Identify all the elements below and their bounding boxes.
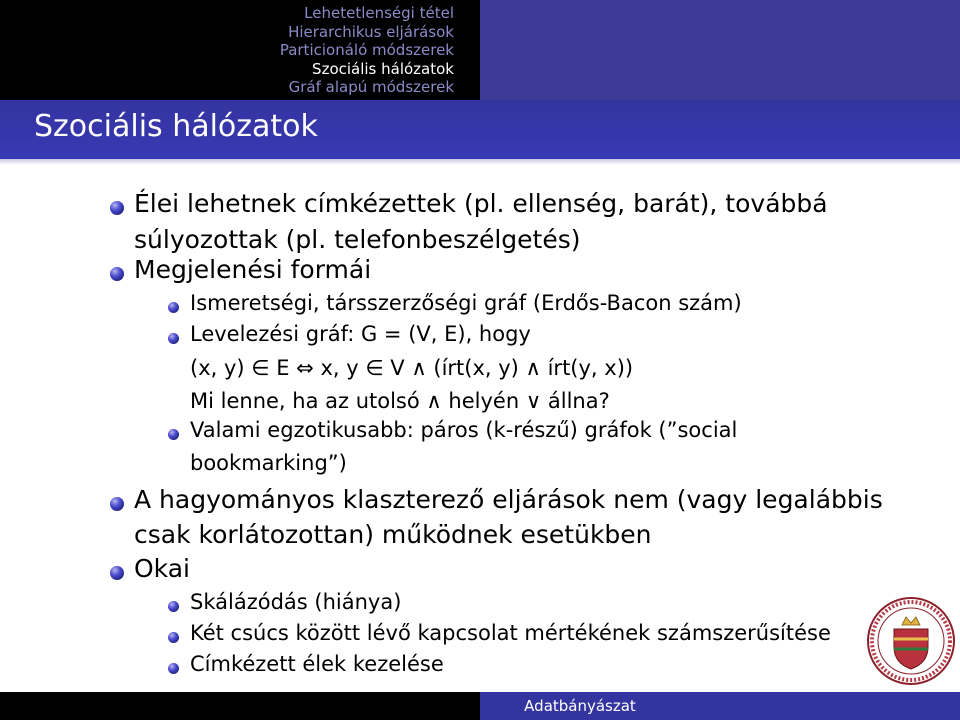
nav-item-hierarchikus-eljarasok[interactable]: Hierarchikus eljárások (288, 22, 454, 41)
sub-bullet-text: Levelezési gráf: G = (V, E), hogy (190, 322, 531, 346)
bullet-text-continued: súlyozottak (pl. telefonbeszélgetés) (134, 225, 581, 254)
sub-bullet-icon (168, 632, 179, 643)
header-right-panel (480, 0, 960, 100)
title-bar (0, 100, 960, 159)
sub-bullet-text: Skálázódás (hiánya) (190, 590, 402, 614)
formula-text: (x, y) ∈ E ⇔ x, y ∈ V ∧ (írt(x, y) ∧ írt(y, x)) (190, 356, 634, 380)
bullet-text: Megjelenési formái (134, 255, 372, 284)
question-text: Mi lenne, ha az utolsó ∧ helyén ∨ állna? (190, 389, 610, 413)
bullet-text: Élei lehetnek címkézettek (pl. ellenség, barát), továbbá (134, 189, 828, 218)
nav-item-particionalo-modszerek[interactable]: Particionáló módszerek (279, 41, 454, 59)
sub-bullet-icon (168, 429, 179, 440)
slide-title: Szociális hálózatok (34, 109, 318, 144)
university-seal-icon (866, 595, 956, 687)
header-bar (0, 0, 960, 100)
sub-bullet-text: Ismeretségi, társszerzőségi gráf (Erdős-Bacon szám) (190, 291, 742, 315)
bullet-icon (110, 566, 124, 580)
title-shadow (0, 159, 960, 165)
sub-bullet-icon (168, 333, 179, 344)
sub-bullet-text-continued: bookmarking”) (190, 451, 347, 475)
bullet-text: Okai (134, 554, 190, 583)
sub-bullet-icon (168, 663, 179, 674)
bullet-icon (110, 201, 124, 215)
sub-bullet-text: Két csúcs között lévő kapcsolat mértékének számszerűsítése (190, 621, 831, 645)
footer-bar (0, 692, 960, 720)
sub-bullet-text: Valami egzotikusabb: páros (k-részű) gráfok (”social (190, 418, 738, 442)
sub-bullet-icon (168, 302, 179, 313)
bullet-text-continued: csak korlátozottan) működnek esetükben (134, 520, 652, 549)
nav-item-graf-alapu-modszerek[interactable]: Gráf alapú módszerek (288, 78, 454, 96)
sub-bullet-icon (168, 601, 179, 612)
sub-bullet-text: Címkézett élek kezelése (190, 652, 444, 676)
nav-item-szocialis-halozatok[interactable]: Szociális hálózatok (312, 59, 454, 78)
bullet-text: A hagyományos klaszterező eljárások nem (vagy legalábbis (134, 485, 883, 514)
bullet-icon (110, 267, 124, 281)
nav-item-lehetetlensegi-tetel[interactable]: Lehetetlenségi tétel (304, 4, 454, 22)
footer-title: Adatbányászat (524, 697, 636, 715)
bullet-icon (110, 497, 124, 511)
section-nav (0, 4, 480, 97)
